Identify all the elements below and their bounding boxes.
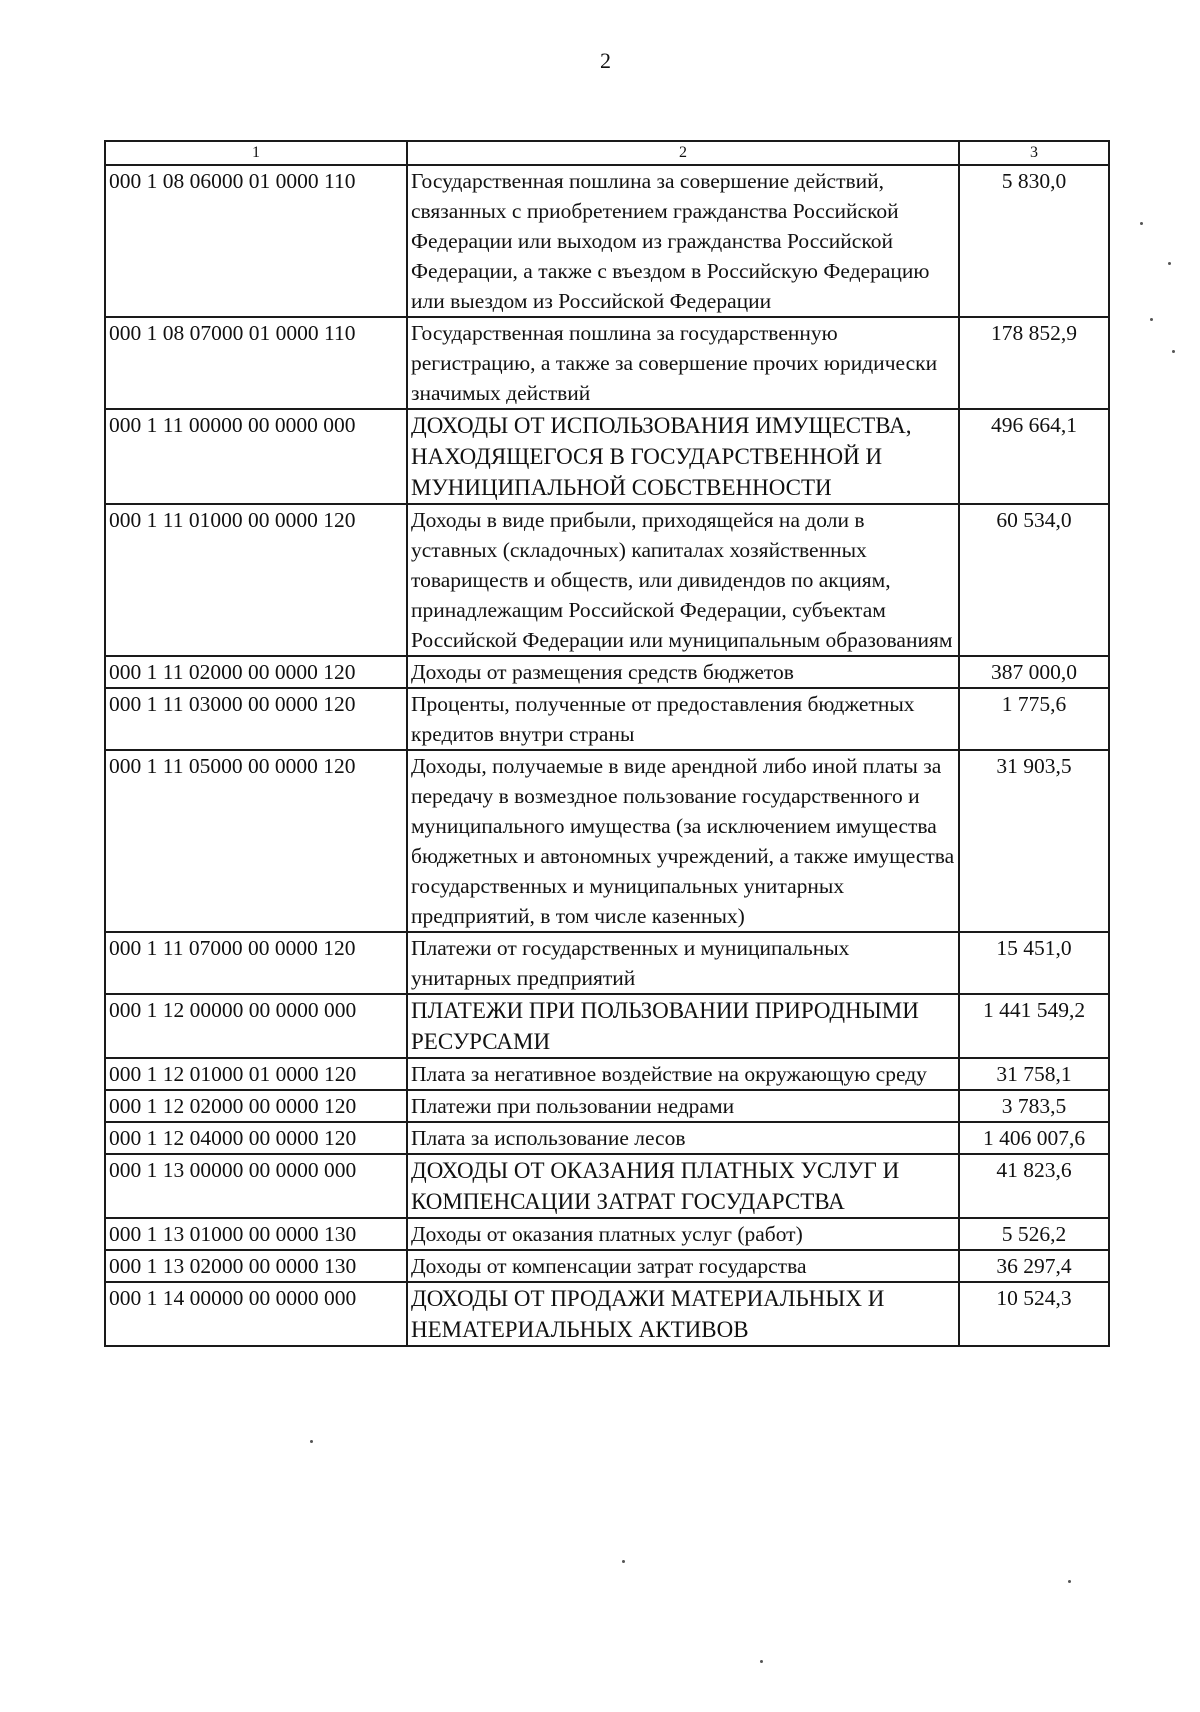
- revenue-amount: 36 297,4: [959, 1250, 1109, 1282]
- revenue-description: ПЛАТЕЖИ ПРИ ПОЛЬЗОВАНИИ ПРИРОДНЫМИ РЕСУРСАМИ: [407, 994, 959, 1058]
- scan-speck: [1140, 222, 1143, 225]
- page-number: 2: [600, 48, 611, 73]
- table-row: [105, 656, 1109, 688]
- budget-code: 000 1 11 07000 00 0000 120: [105, 932, 407, 994]
- revenue-amount: 1 406 007,6: [959, 1122, 1109, 1154]
- table-row: [105, 165, 1109, 317]
- table-row: [105, 1250, 1109, 1282]
- revenue-amount: 496 664,1: [959, 409, 1109, 504]
- scan-speck: [1150, 318, 1153, 321]
- budget-code: 000 1 08 06000 01 0000 110: [105, 165, 407, 317]
- revenue-description: Доходы от оказания платных услуг (работ): [407, 1218, 959, 1250]
- revenue-description: Доходы от размещения средств бюджетов: [407, 656, 959, 688]
- revenue-description: ДОХОДЫ ОТ ПРОДАЖИ МАТЕРИАЛЬНЫХ И НЕМАТЕРИАЛЬНЫХ АКТИВОВ: [407, 1282, 959, 1346]
- revenue-description: Государственная пошлина за государственную регистрацию, а также за совершение прочих юридически значимых действий: [407, 317, 959, 409]
- budget-code: 000 1 11 00000 00 0000 000: [105, 409, 407, 504]
- revenue-description: Платежи от государственных и муниципальных унитарных предприятий: [407, 932, 959, 994]
- revenue-description: Проценты, полученные от предоставления бюджетных кредитов внутри страны: [407, 688, 959, 750]
- table-row: [105, 317, 1109, 409]
- scan-speck: [760, 1660, 763, 1663]
- revenue-amount: 3 783,5: [959, 1090, 1109, 1122]
- revenue-description: ДОХОДЫ ОТ ИСПОЛЬЗОВАНИЯ ИМУЩЕСТВА, НАХОДЯЩЕГОСЯ В ГОСУДАРСТВЕННОЙ И МУНИЦИПАЛЬНОЙ СОБСТВЕННОСТИ: [407, 409, 959, 504]
- table-row: [105, 504, 1109, 656]
- budget-code: 000 1 13 00000 00 0000 000: [105, 1154, 407, 1218]
- revenue-description: Плата за использование лесов: [407, 1122, 959, 1154]
- revenue-amount: 5 526,2: [959, 1218, 1109, 1250]
- revenue-description: Плата за негативное воздействие на окружающую среду: [407, 1058, 959, 1090]
- revenue-amount: 10 524,3: [959, 1282, 1109, 1346]
- budget-code: 000 1 12 00000 00 0000 000: [105, 994, 407, 1058]
- table-body: [105, 165, 1109, 1346]
- column-header-3: 3: [959, 141, 1109, 165]
- table-row: [105, 1154, 1109, 1218]
- table-row: [105, 1282, 1109, 1346]
- column-header-2: 2: [407, 141, 959, 165]
- revenue-amount: 178 852,9: [959, 317, 1109, 409]
- revenue-amount: 31 903,5: [959, 750, 1109, 932]
- scan-speck: [1168, 262, 1171, 265]
- table-row: [105, 932, 1109, 994]
- budget-code: 000 1 13 01000 00 0000 130: [105, 1218, 407, 1250]
- revenue-table: [104, 140, 1110, 1347]
- table-row: [105, 750, 1109, 932]
- header-row: [105, 141, 1109, 165]
- table-row: [105, 1058, 1109, 1090]
- revenue-amount: 1 441 549,2: [959, 994, 1109, 1058]
- budget-code: 000 1 11 05000 00 0000 120: [105, 750, 407, 932]
- scan-speck: [1068, 1580, 1071, 1583]
- table-header: [105, 141, 1109, 165]
- revenue-amount: 387 000,0: [959, 656, 1109, 688]
- budget-code: 000 1 08 07000 01 0000 110: [105, 317, 407, 409]
- scan-speck: [622, 1560, 625, 1563]
- revenue-amount: 5 830,0: [959, 165, 1109, 317]
- budget-code: 000 1 12 02000 00 0000 120: [105, 1090, 407, 1122]
- revenue-description: ДОХОДЫ ОТ ОКАЗАНИЯ ПЛАТНЫХ УСЛУГ И КОМПЕНСАЦИИ ЗАТРАТ ГОСУДАРСТВА: [407, 1154, 959, 1218]
- budget-code: 000 1 14 00000 00 0000 000: [105, 1282, 407, 1346]
- revenue-description: Доходы от компенсации затрат государства: [407, 1250, 959, 1282]
- table-row: [105, 688, 1109, 750]
- scan-speck: [310, 1440, 313, 1443]
- revenue-amount: 60 534,0: [959, 504, 1109, 656]
- scan-speck: [1172, 350, 1175, 353]
- table-row: [105, 409, 1109, 504]
- table-row: [105, 1090, 1109, 1122]
- revenue-description: Платежи при пользовании недрами: [407, 1090, 959, 1122]
- budget-code: 000 1 11 01000 00 0000 120: [105, 504, 407, 656]
- revenue-amount: 41 823,6: [959, 1154, 1109, 1218]
- budget-code: 000 1 11 03000 00 0000 120: [105, 688, 407, 750]
- table-row: [105, 994, 1109, 1058]
- table-row: [105, 1122, 1109, 1154]
- budget-code: 000 1 11 02000 00 0000 120: [105, 656, 407, 688]
- table-row: [105, 1218, 1109, 1250]
- revenue-description: Государственная пошлина за совершение действий, связанных с приобретением гражданства Российской Федерации или выходом из гражданства Российской Федерации, а также с въездом в Российскую Федерацию или выездом из Российской Федерации: [407, 165, 959, 317]
- column-header-1: 1: [105, 141, 407, 165]
- budget-code: 000 1 12 01000 01 0000 120: [105, 1058, 407, 1090]
- revenue-description: Доходы в виде прибыли, приходящейся на доли в уставных (складочных) капиталах хозяйственных товариществ и обществ, или дивидендов по акциям, принадлежащим Российской Федерации, субъектам Российской Федерации или муниципальным образованиям: [407, 504, 959, 656]
- revenue-amount: 31 758,1: [959, 1058, 1109, 1090]
- revenue-amount: 1 775,6: [959, 688, 1109, 750]
- budget-code: 000 1 12 04000 00 0000 120: [105, 1122, 407, 1154]
- revenue-description: Доходы, получаемые в виде арендной либо иной платы за передачу в возмездное пользование государственного и муниципального имущества (за исключением имущества бюджетных и автономных учреждений, а также имущества государственных и муниципальных унитарных предприятий, в том числе казенных): [407, 750, 959, 932]
- budget-code: 000 1 13 02000 00 0000 130: [105, 1250, 407, 1282]
- revenue-amount: 15 451,0: [959, 932, 1109, 994]
